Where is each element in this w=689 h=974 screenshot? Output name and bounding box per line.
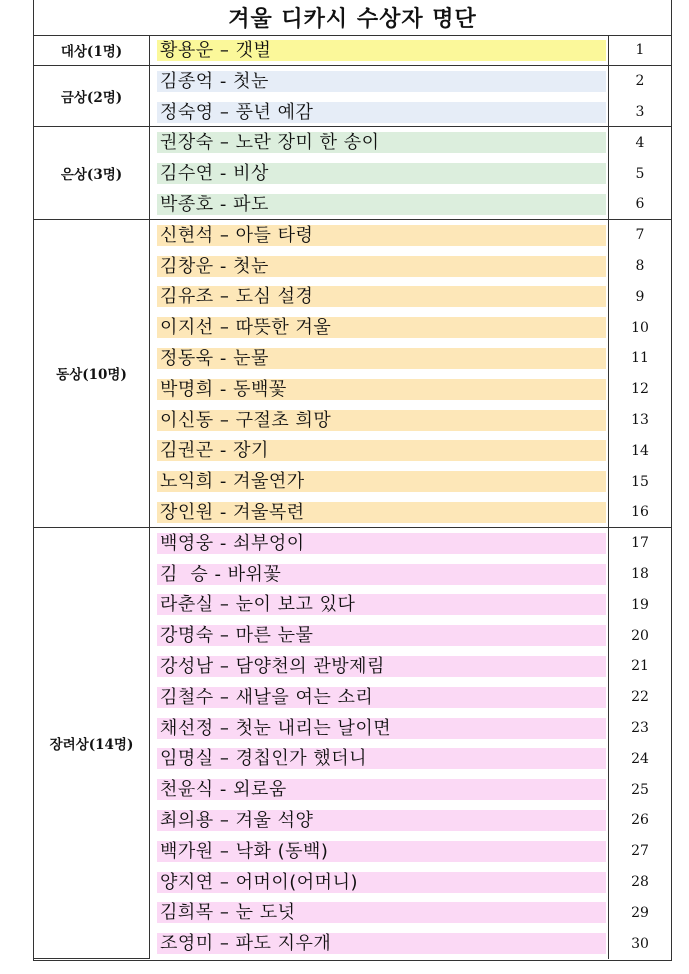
table-row (150, 66, 671, 97)
winner-entry: 김수연 - 비상 (160, 163, 269, 185)
entry-number: 10 (608, 312, 671, 343)
winner-entry: 김유조 – 도심 설경 (160, 286, 314, 308)
entry-number: 29 (608, 897, 671, 928)
winner-entry: 임명실 – 경칩인가 했더니 (160, 748, 368, 770)
entry-number: 4 (608, 127, 671, 158)
winner-entry: 강성남 – 담양천의 관방제림 (160, 656, 385, 677)
table-row (150, 867, 671, 898)
table-row (150, 189, 671, 220)
table-row (150, 682, 671, 713)
winner-entry: 황용운 – 갯벌 (160, 40, 272, 61)
winner-entry: 권장숙 – 노란 장미 한 송이 (160, 132, 380, 154)
table-row (150, 897, 671, 928)
entry-number: 30 (608, 928, 671, 959)
entry-number: 28 (608, 867, 671, 898)
entry-number: 8 (608, 251, 671, 282)
winner-entry: 최의용 – 겨울 석양 (160, 810, 314, 831)
winner-entry: 박종호 - 파도 (160, 194, 269, 215)
table-row (150, 251, 671, 282)
entry-number: 6 (608, 189, 671, 220)
winner-entry: 장인원 - 겨울목련 (160, 502, 305, 523)
table-row (150, 466, 671, 497)
table-row (150, 343, 671, 374)
entry-number: 23 (608, 713, 671, 744)
entry-number: 12 (608, 374, 671, 405)
table-row (150, 220, 671, 251)
winner-entry: 조영미 – 파도 지우개 (160, 933, 332, 955)
entry-number: 2 (608, 66, 671, 97)
entry-number: 17 (608, 528, 671, 559)
table-row (150, 620, 671, 651)
entry-number: 7 (608, 220, 671, 251)
winner-entry: 천윤식 - 외로움 (160, 779, 287, 801)
table-row (150, 127, 671, 158)
table-row (150, 774, 671, 805)
table-row (150, 405, 671, 436)
entry-number: 15 (608, 466, 671, 497)
table-title: 겨울 디카시 수상자 명단 (34, 0, 671, 36)
table-row (150, 528, 671, 559)
award-category-label: 금상(2명) (34, 66, 150, 128)
table-row (150, 559, 671, 590)
table-row (150, 158, 671, 189)
table-row (150, 312, 671, 343)
table-row (150, 589, 671, 620)
entry-number: 21 (608, 651, 671, 682)
winner-entry: 노익희 - 겨울연가 (160, 471, 305, 493)
table-row (150, 281, 671, 312)
entry-number: 24 (608, 743, 671, 774)
winner-entry: 강명숙 – 마른 눈물 (160, 625, 314, 647)
winners-table (33, 0, 672, 961)
entry-number: 5 (608, 158, 671, 189)
winner-entry: 김창운 - 첫눈 (160, 255, 269, 277)
winner-entry: 백가원 – 낙화 (동백) (160, 840, 329, 862)
table-row (150, 713, 671, 744)
winner-entry: 김철수 – 새날을 여는 소리 (160, 686, 374, 708)
winner-entry: 박명희 - 동백꽃 (160, 378, 287, 400)
award-category-label: 장려상(14명) (34, 528, 150, 959)
table-row (150, 374, 671, 405)
entry-number: 1 (608, 35, 671, 66)
table-row (150, 651, 671, 682)
table-row (150, 35, 671, 66)
winner-entry: 정동욱 - 눈물 (160, 348, 269, 369)
winner-entry: 김권곤 - 장기 (160, 440, 269, 462)
award-category-label: 대상(1명) (34, 35, 150, 66)
entry-number: 20 (608, 620, 671, 651)
winner-entry: 김 승 - 바위꽃 (160, 563, 282, 585)
winner-entry: 채선정 – 첫눈 내리는 날이면 (160, 717, 392, 739)
table-row (150, 805, 671, 836)
table-row (150, 435, 671, 466)
table-row (150, 497, 671, 528)
winner-entry: 김종억 - 첫눈 (160, 70, 269, 92)
entry-number: 19 (608, 589, 671, 620)
table-row (150, 928, 671, 959)
entry-number: 14 (608, 435, 671, 466)
entry-number: 27 (608, 836, 671, 867)
entry-number: 3 (608, 97, 671, 128)
entry-number: 11 (608, 343, 671, 374)
award-category-label: 동상(10명) (34, 220, 150, 528)
award-category-label: 은상(3명) (34, 127, 150, 219)
table-row (150, 743, 671, 774)
winner-entry: 이지선 – 따뜻한 겨울 (160, 317, 332, 339)
entry-number: 16 (608, 497, 671, 528)
entry-number: 22 (608, 682, 671, 713)
winner-entry: 라춘실 – 눈이 보고 있다 (160, 594, 356, 616)
table-row (150, 97, 671, 128)
entry-number: 9 (608, 281, 671, 312)
winner-entry: 백영웅 - 쇠부엉이 (160, 532, 305, 554)
winner-entry: 신현석 – 아들 타령 (160, 224, 314, 246)
winner-entry: 양지연 – 어머이(어머니) (160, 871, 358, 893)
entry-number: 18 (608, 559, 671, 590)
entry-number: 13 (608, 405, 671, 436)
table-row (150, 836, 671, 867)
entry-number: 26 (608, 805, 671, 836)
winner-entry: 정숙영 – 풍년 예감 (160, 101, 314, 123)
entry-number: 25 (608, 774, 671, 805)
winner-entry: 김희목 – 눈 도넛 (160, 902, 296, 924)
winner-entry: 이신동 – 구절초 희망 (160, 409, 332, 431)
